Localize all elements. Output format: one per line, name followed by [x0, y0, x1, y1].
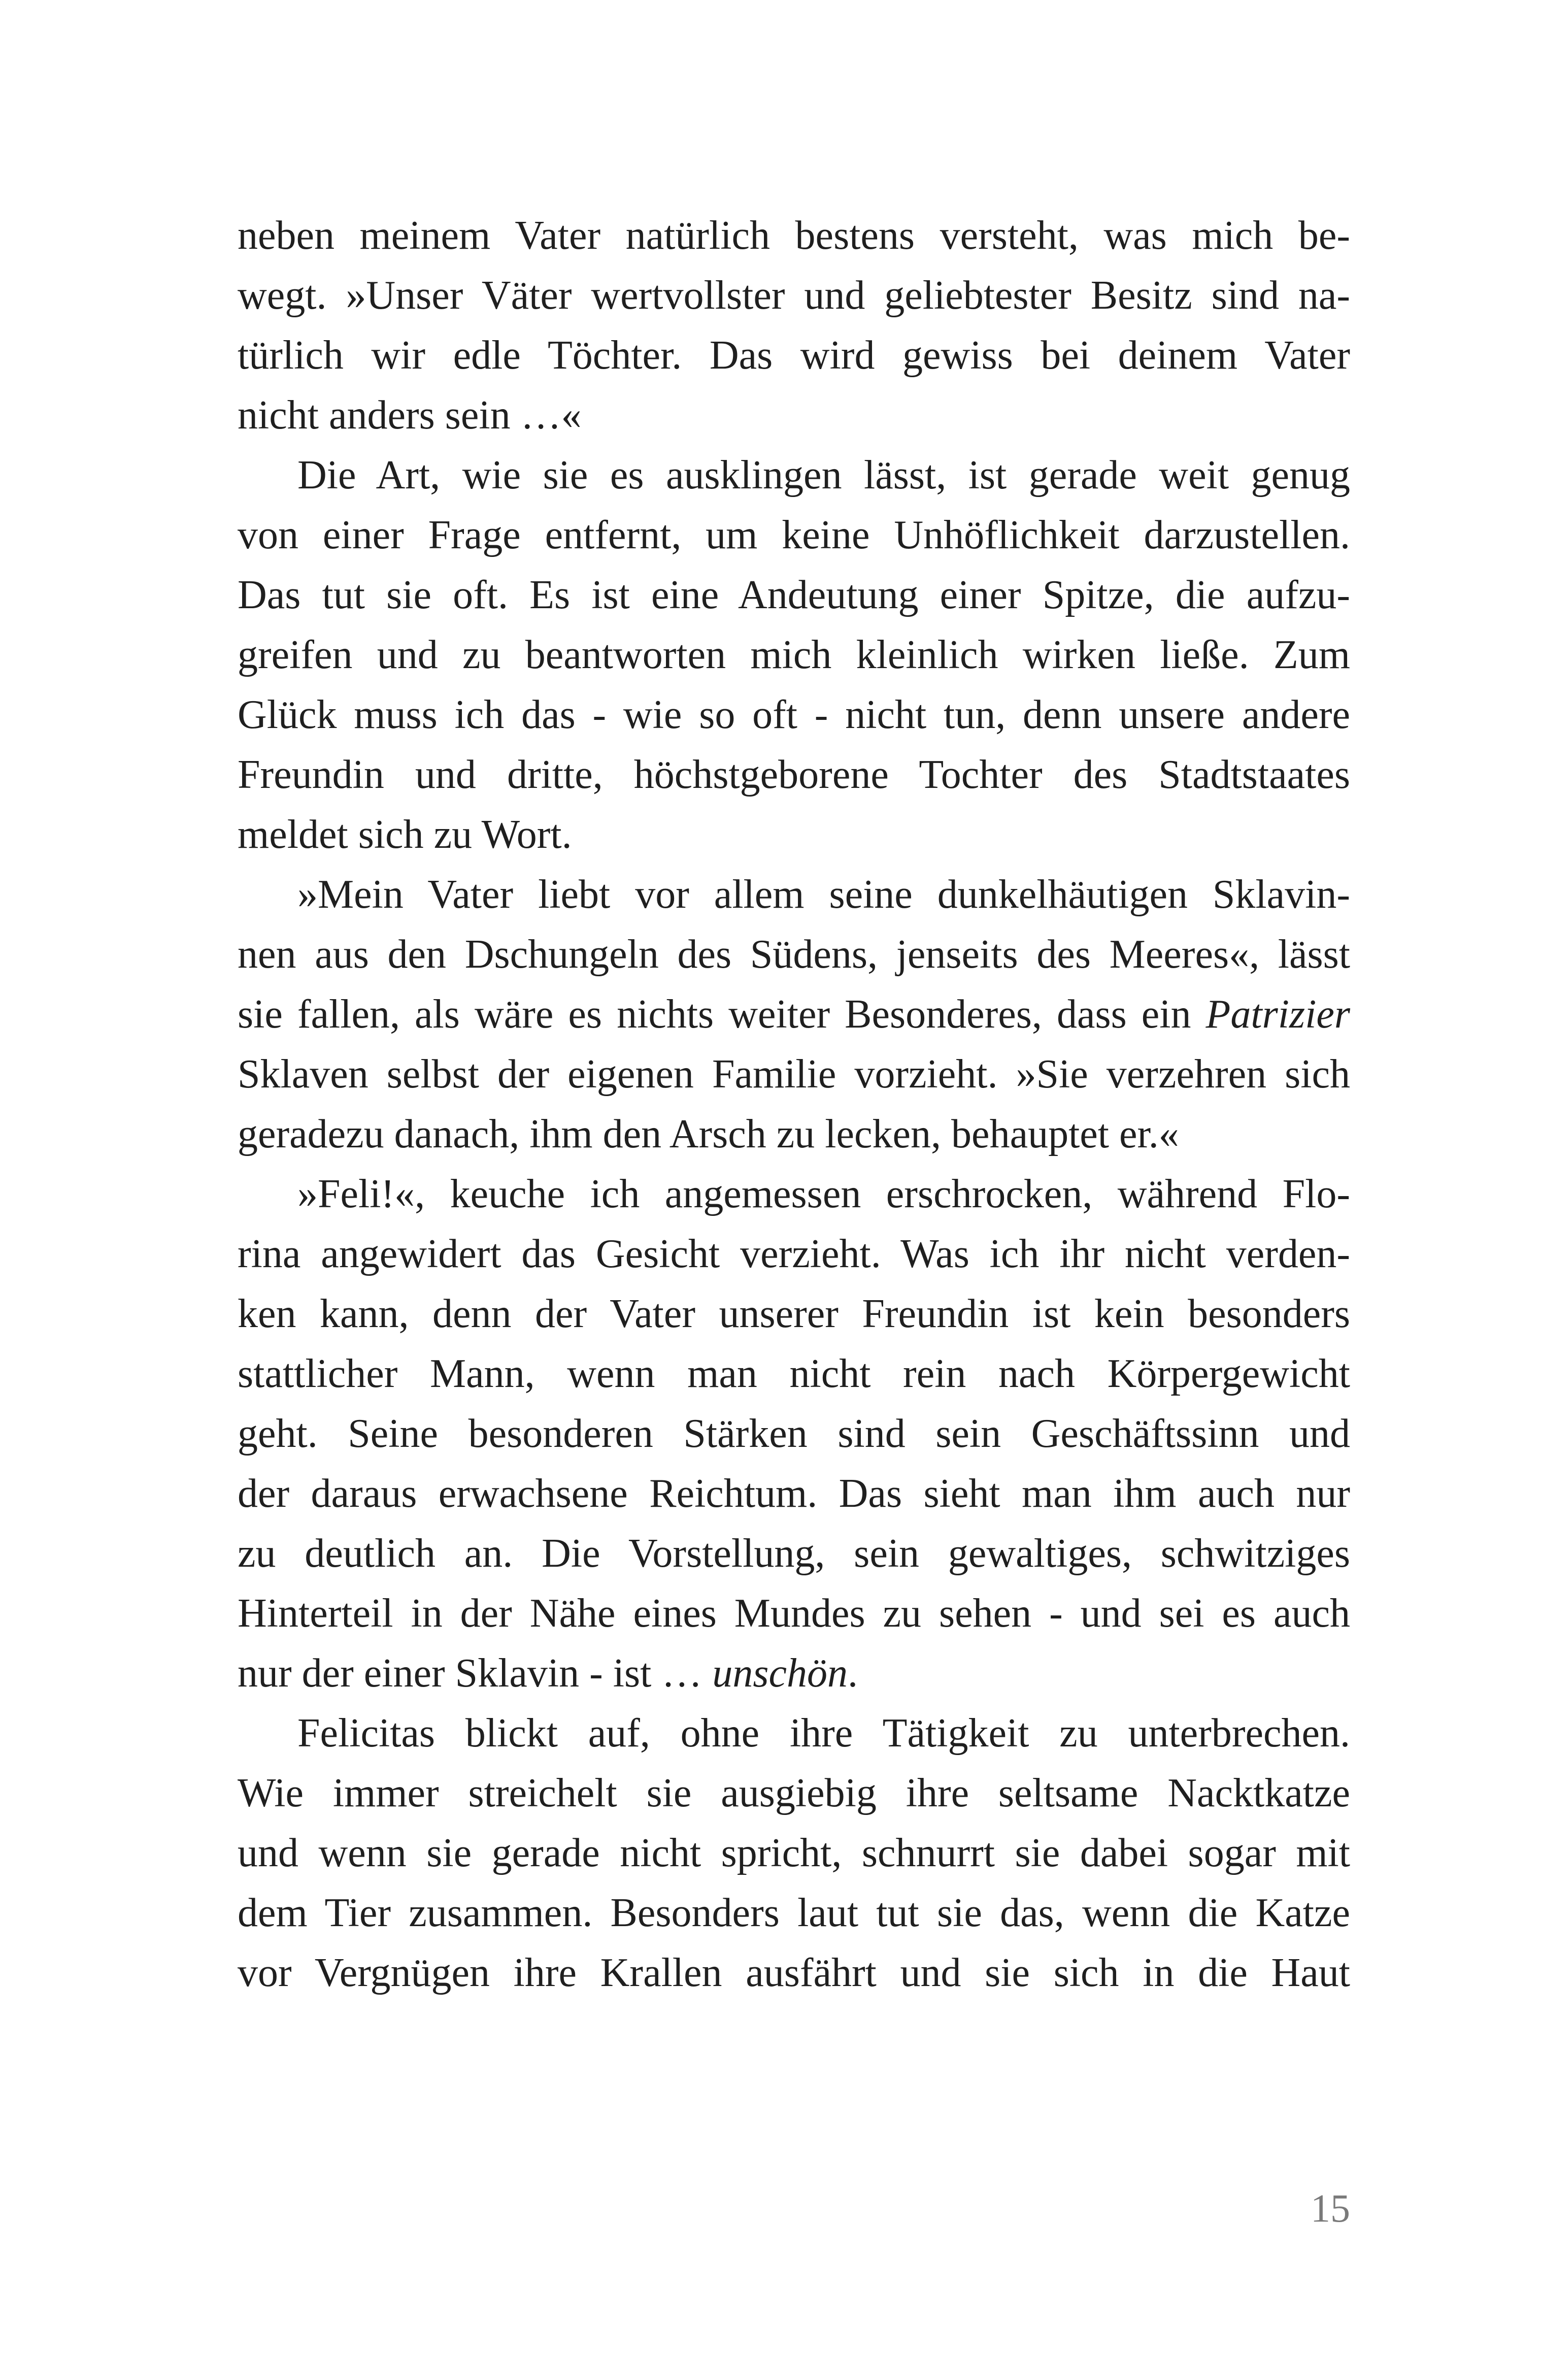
- text-line: »Mein Vater liebt vor allem seine dunkelhäutigen Sklavin-: [297, 872, 1350, 917]
- text-line: »Feli!«, keuche ich angemessen erschrocken, während Flo-: [297, 1172, 1350, 1216]
- text-line: [238, 984, 1350, 1044]
- text-line: von einer Frage entfernt, um keine Unhöflichkeit darzustellen.: [238, 513, 1350, 557]
- text-line: [238, 1643, 1350, 1703]
- emphasis-word: unschön: [712, 1651, 848, 1696]
- text-line-part: sie fallen, als wäre es nichts weiter Besonderes, dass ein: [238, 992, 1206, 1037]
- text-line: dem Tier zusammen. Besonders laut tut sie das, wenn die Katze: [238, 1891, 1350, 1935]
- text-line: Wie immer streichelt sie ausgiebig ihre seltsame Nacktkatze: [238, 1771, 1350, 1815]
- text-line: wegt. »Unser Väter wertvollster und geliebtester Besitz sind na-: [238, 273, 1350, 318]
- text-line: zu deutlich an. Die Vorstellung, sein gewaltiges, schwitziges: [238, 1531, 1350, 1576]
- text-line: Glück muss ich das - wie so oft - nicht tun, denn unsere andere: [238, 692, 1350, 737]
- text-line: vor Vergnügen ihre Krallen ausfährt und sie sich in die Haut: [238, 1951, 1350, 1995]
- emphasis-word: Patrizier: [1205, 992, 1350, 1037]
- text-line-part: .: [848, 1651, 858, 1696]
- text-line: stattlicher Mann, wenn man nicht rein nach Körpergewicht: [238, 1351, 1350, 1396]
- text-line: neben meinem Vater natürlich bestens versteht, was mich be-: [238, 213, 1350, 258]
- body-text: [238, 206, 1350, 2003]
- text-line: ken kann, denn der Vater unserer Freundin ist kein besonders: [238, 1292, 1350, 1336]
- text-line: greifen und zu beantworten mich kleinlich wirken ließe. Zum: [238, 633, 1350, 677]
- text-line: türlich wir edle Töchter. Das wird gewiss bei deinem Vater: [238, 333, 1350, 378]
- text-line-part: nur der einer Sklavin - ist …: [238, 1651, 713, 1696]
- text-line: Freundin und dritte, höchstgeborene Tochter des Stadtstaates: [238, 752, 1350, 797]
- page-number: 15: [1311, 2186, 1350, 2230]
- text-line: Die Art, wie sie es ausklingen lässt, ist gerade weit genug: [297, 453, 1350, 498]
- text-line: geradezu danach, ihm den Arsch zu lecken, behauptet er.«: [238, 1112, 1179, 1156]
- text-line: Felicitas blickt auf, ohne ihre Tätigkeit zu unterbrechen.: [297, 1711, 1350, 1756]
- text-line: meldet sich zu Wort.: [238, 812, 572, 857]
- text-line: und wenn sie gerade nicht spricht, schnurrt sie dabei sogar mit: [238, 1831, 1350, 1875]
- text-line: nen aus den Dschungeln des Südens, jenseits des Meeres«, lässt: [238, 932, 1350, 977]
- text-line: Hinterteil in der Nähe eines Mundes zu sehen - und sei es auch: [238, 1591, 1350, 1636]
- text-line: geht. Seine besonderen Stärken sind sein Geschäftssinn und: [238, 1411, 1350, 1456]
- text-line: der daraus erwachsene Reichtum. Das sieht man ihm auch nur: [238, 1471, 1350, 1516]
- text-line: Das tut sie oft. Es ist eine Andeutung einer Spitze, die aufzu-: [238, 573, 1350, 617]
- text-line: nicht anders sein …«: [238, 393, 582, 438]
- text-line: rina angewidert das Gesicht verzieht. Was ich ihr nicht verden-: [238, 1232, 1350, 1276]
- text-line: Sklaven selbst der eigenen Familie vorzieht. »Sie verzehren sich: [238, 1052, 1350, 1097]
